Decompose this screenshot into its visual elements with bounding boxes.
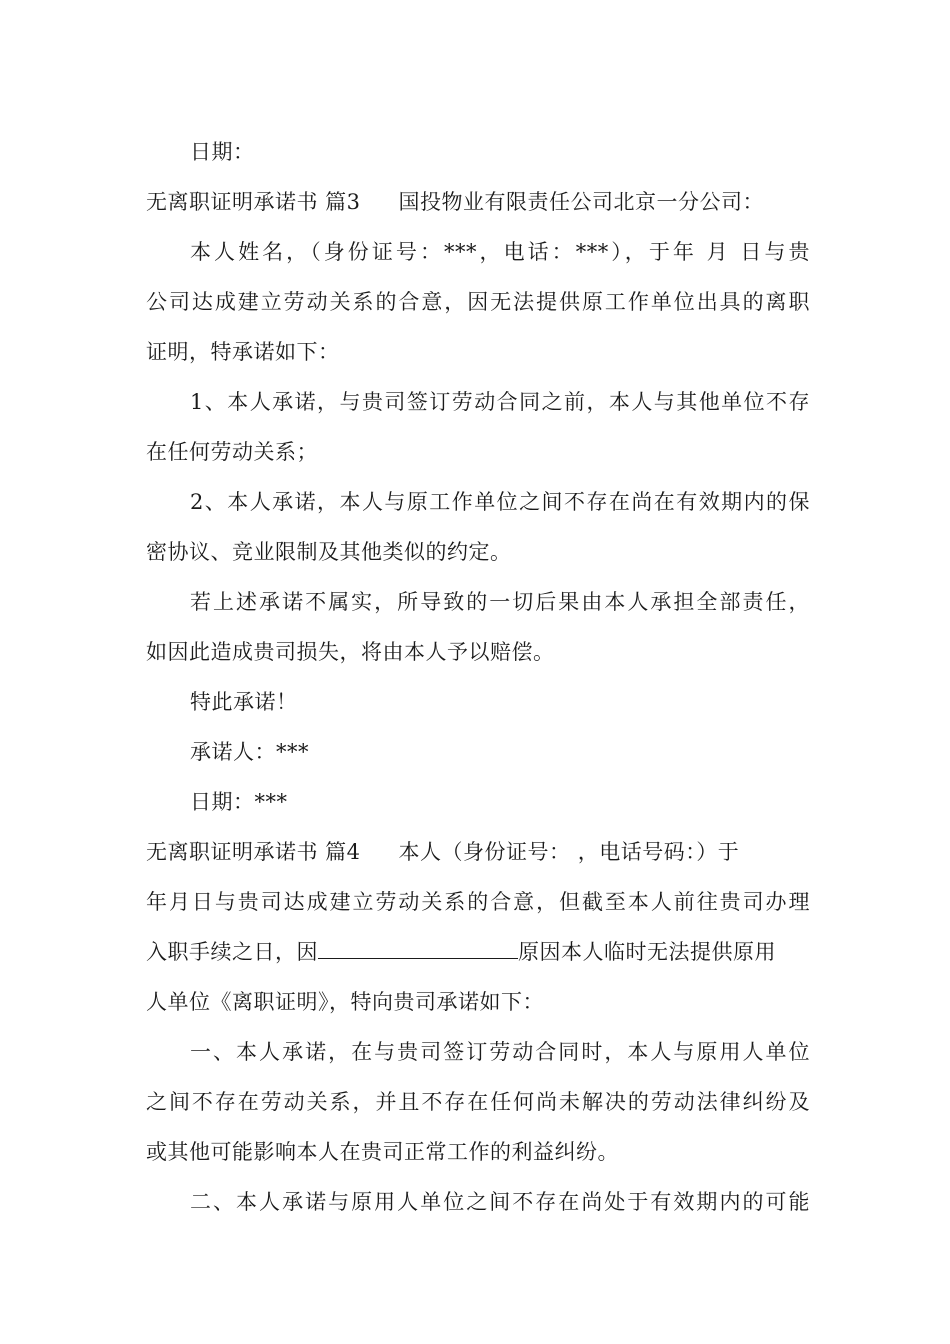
section3-item2-line-2: 密协议、竞业限制及其他类似的约定。 xyxy=(146,540,512,564)
section3-heading-line xyxy=(146,187,810,217)
section4-intro-line-2-end: 原因本人临时无法提供原用 xyxy=(518,940,776,964)
section3-signer: 承诺人：*** xyxy=(190,740,309,764)
section4-intro-line-2 xyxy=(146,937,810,967)
section4-title: 无离职证明承诺书 篇4 xyxy=(146,840,361,864)
section3-intro-line-3: 证明，特承诺如下： xyxy=(146,340,340,364)
section4-intro-line-2-start: 入职手续之日，因 xyxy=(146,940,318,964)
date-label: 日期： xyxy=(190,140,255,164)
section3-item1-line-1: 1、本人承诺，与贵司签订劳动合同之前，本人与其他单位不存 xyxy=(190,390,810,414)
section4-item1-line-1: 一、本人承诺，在与贵司签订劳动合同时，本人与原用人单位 xyxy=(190,1040,810,1064)
section4-heading-line xyxy=(146,837,810,867)
section3-item1-line-2: 在任何劳动关系； xyxy=(146,440,318,464)
section4-item1-line-2: 之间不存在劳动关系，并且不存在任何尚未解决的劳动法律纠纷及 xyxy=(146,1090,810,1114)
section3-closing: 特此承诺！ xyxy=(190,690,298,714)
section4-intro-line-3: 人单位《离职证明》，特向贵司承诺如下： xyxy=(146,990,544,1014)
section4-item2-line-1: 二、本人承诺与原用人单位之间不存在尚处于有效期内的可能 xyxy=(190,1190,810,1214)
section3-addressee: 国投物业有限责任公司北京一分公司： xyxy=(398,190,765,214)
section3-consequence-line-1: 若上述承诺不属实，所导致的一切后果由本人承担全部责任， xyxy=(190,590,810,614)
section4-intro-first: 本人（身份证号： ，电话号码：）于 xyxy=(398,840,740,864)
section3-title: 无离职证明承诺书 篇3 xyxy=(146,190,361,214)
section3-date: 日期：*** xyxy=(190,790,288,814)
section3-intro-line-1: 本人姓名，（身份证号：***，电话：***），于年 月 日与贵 xyxy=(190,240,810,264)
section3-item2-line-1: 2、本人承诺，本人与原工作单位之间不存在尚在有效期内的保 xyxy=(190,490,810,514)
section3-consequence-line-2: 如因此造成贵司损失，将由本人予以赔偿。 xyxy=(146,640,555,664)
section4-item1-line-3: 或其他可能影响本人在贵司正常工作的利益纠纷。 xyxy=(146,1140,619,1164)
reason-blank xyxy=(318,938,518,959)
section4-intro-line-1: 年月日与贵司达成建立劳动关系的合意，但截至本人前往贵司办理 xyxy=(146,890,810,914)
section3-intro-line-2: 公司达成建立劳动关系的合意，因无法提供原工作单位出具的离职 xyxy=(146,290,810,314)
